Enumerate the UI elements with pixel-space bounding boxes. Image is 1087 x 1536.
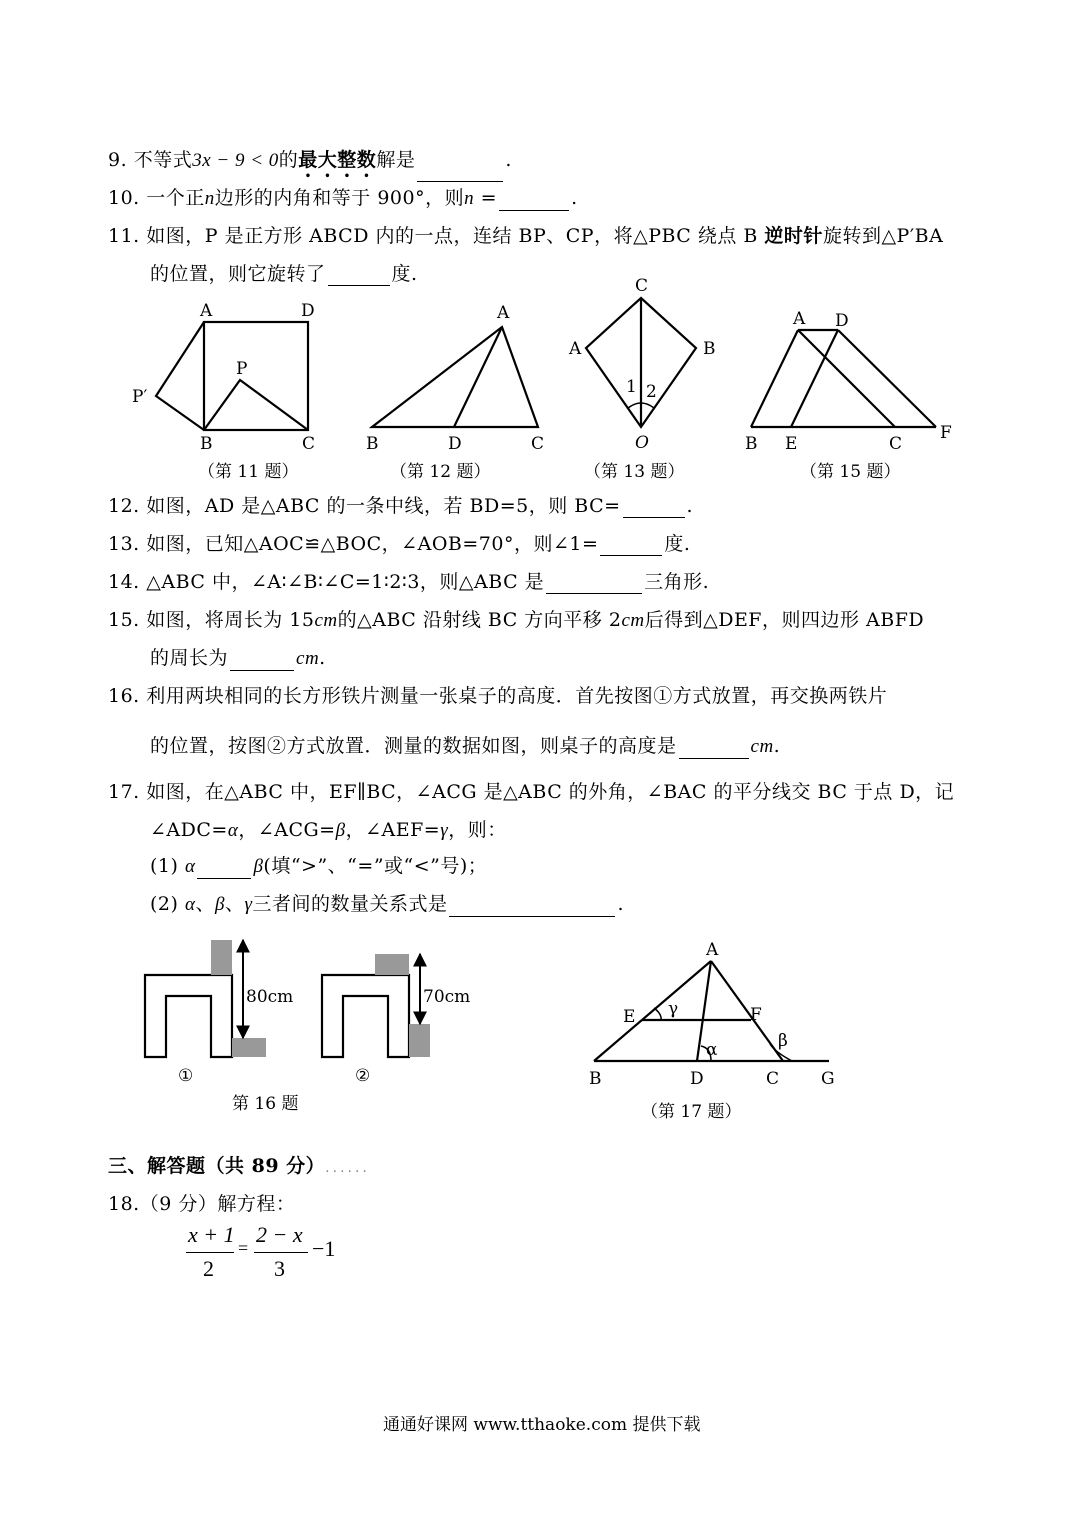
equals-sign: = (238, 1238, 249, 1258)
answer-blank[interactable] (328, 267, 390, 286)
caption-figure-17: （第 17 题） (641, 1102, 742, 1122)
question-13: 13. 如图，已知△AOC≌△BOC，∠AOB=70°，则∠1= 度. (108, 533, 691, 555)
caption-figure-16: 第 16 题 (232, 1094, 299, 1114)
answer-blank[interactable] (679, 740, 749, 759)
caption-figure-12: （第 12 题） (390, 462, 491, 482)
question-number: 11. (108, 225, 140, 247)
label-D: D (448, 434, 462, 454)
numerator-2: 2 − x (256, 1222, 303, 1247)
answer-blank[interactable] (230, 652, 294, 671)
label-A: A (497, 303, 510, 323)
figure-12 (365, 300, 545, 454)
label-D: D (835, 311, 849, 331)
question-10: 10. 一个正n边形的内角和等于 900°，则n = . (108, 187, 578, 209)
height-label-70: 70cm (423, 987, 471, 1007)
question-16: 16. 利用两块相同的长方形铁片测量一张桌子的高度．首先按图①方式放置，再交换两铁片 (108, 685, 888, 707)
inequality-expression: 3x − 9 < 0 (192, 150, 279, 171)
label-D: D (690, 1069, 704, 1089)
angle-1-label: 1 (626, 377, 637, 397)
label-F: F (940, 423, 952, 443)
fig16-label-1: ① (178, 1066, 194, 1086)
label-E: E (785, 434, 798, 454)
label-G: G (821, 1069, 835, 1089)
label-B: B (745, 434, 758, 454)
answer-blank[interactable] (600, 537, 662, 556)
question-17: 17. 如图，在△ABC 中，EF∥BC，∠ACG 是△ABC 的外角，∠BAC 的平分线交 BC 于点 D，记 (108, 781, 955, 803)
fraction-bar-1 (186, 1252, 234, 1253)
label-O: O (635, 433, 649, 453)
caption-figure-13: （第 13 题） (584, 462, 685, 482)
label-A: A (793, 309, 806, 329)
label-A: A (706, 940, 719, 960)
constant-term: −1 (312, 1236, 336, 1261)
caption-figure-15: （第 15 题） (800, 462, 901, 482)
section-dots: ...... (325, 1160, 370, 1176)
label-P: P (236, 359, 248, 379)
question-18: 18.（9 分）解方程： (108, 1193, 296, 1215)
question-14: 14. △ABC 中，∠A∶∠B∶∠C=1∶2∶3，则△ABC 是 三角形. (108, 571, 710, 593)
question-number: 12. (108, 495, 140, 517)
label-B: B (589, 1069, 602, 1089)
section-3-title: 三、解答题（共 89 分）...... (108, 1155, 370, 1177)
question-number: 14. (108, 571, 140, 593)
label-C: C (531, 434, 545, 454)
question-16-line2: 的位置，按图②方式放置．测量的数据如图，则桌子的高度是 cm. (150, 735, 781, 757)
answer-blank[interactable] (499, 192, 569, 211)
label-A: A (200, 301, 213, 321)
question-17-part1: (1) α β(填“>”、“=”或“<”号)； (150, 855, 488, 877)
emphasis-text: 逆时针 (764, 225, 823, 247)
figure-15 (740, 295, 960, 455)
label-F: F (750, 1005, 762, 1025)
label-C: C (635, 276, 649, 296)
label-A: A (569, 339, 582, 359)
label-P-prime: P′ (132, 387, 148, 407)
answer-blank[interactable] (197, 860, 251, 879)
label-C: C (766, 1069, 780, 1089)
answer-blank[interactable] (623, 499, 685, 518)
label-C: C (302, 434, 316, 454)
angle-2-label: 2 (646, 382, 657, 402)
emphasis-text: 最大整数 (298, 149, 377, 171)
question-number: 16. (108, 685, 140, 707)
figure-11 (130, 296, 330, 456)
figure-13 (565, 275, 725, 453)
question-number: 9. (108, 149, 128, 171)
label-C: C (889, 434, 903, 454)
question-number: 18. (108, 1193, 140, 1215)
label-B: B (703, 339, 716, 359)
question-11-line2: 的位置，则它旋转了 度. (150, 263, 418, 285)
fig16-label-2: ② (355, 1066, 371, 1086)
figure-17 (585, 930, 845, 1090)
angle-gamma-label: γ (668, 999, 679, 1019)
answer-blank[interactable] (449, 898, 615, 917)
answer-blank[interactable] (546, 575, 642, 594)
label-B: B (366, 434, 379, 454)
question-number: 13. (108, 533, 140, 555)
fraction-bar-2 (254, 1252, 308, 1253)
question-number: 17. (108, 781, 140, 803)
footer: 通通好课网 www.tthaoke.com 提供下载 (383, 1415, 701, 1435)
question-15-line2: 的周长为 cm. (150, 647, 326, 669)
denominator-1: 2 (203, 1256, 214, 1281)
angle-beta-label: β (778, 1031, 788, 1051)
answer-blank[interactable] (417, 163, 503, 182)
label-B: B (200, 434, 213, 454)
label-E: E (623, 1007, 636, 1027)
question-11: 11. 如图，P 是正方形 ABCD 内的一点，连结 BP、CP，将△PBC 绕点 B 逆时针旋转到△P′BA (108, 225, 944, 247)
question-number: 15. (108, 609, 140, 631)
question-15: 15. 如图，将周长为 15cm的△ABC 沿射线 BC 方向平移 2cm后得到△DEF，则四边形 ABFD (108, 609, 925, 631)
angle-alpha-label: α (706, 1040, 718, 1060)
caption-figure-11: （第 11 题） (198, 462, 299, 482)
numerator-1: x + 1 (188, 1222, 235, 1247)
denominator-2: 3 (274, 1256, 285, 1281)
question-9: 9. 不等式3x − 9 < 0的最大整数解是 . (108, 148, 512, 182)
question-12: 12. 如图，AD 是△ABC 的一条中线，若 BD=5，则 BC= . (108, 495, 694, 517)
height-label-80: 80cm (246, 987, 294, 1007)
question-17-part2: (2) α、β、γ三者间的数量关系式是 . (150, 893, 625, 915)
question-number: 10. (108, 187, 140, 209)
label-D: D (301, 301, 315, 321)
question-17-line2: ∠ADC=α，∠ACG=β，∠AEF=γ，则： (150, 819, 507, 841)
